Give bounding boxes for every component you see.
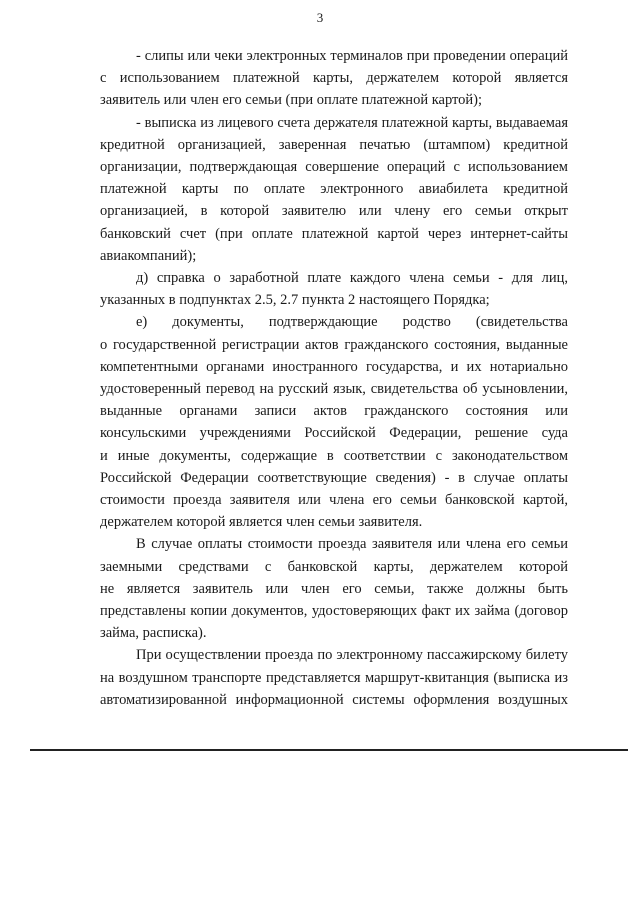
- text-line: заявитель или член его семьи (при оплате платежной картой);: [100, 92, 483, 109]
- text-line: банковский счет (при оплате платежной картой через интернет-сайты: [100, 225, 568, 242]
- text-line: представлены копии документов, удостоверяющих факт их займа (договор: [100, 603, 568, 619]
- text-line: организацией, в которой заявителю или члену его семьи открыт: [100, 203, 568, 220]
- text-line: е) документы, подтверждающие родство (свидетельства: [136, 314, 568, 331]
- text-line: и иные документы, содержащие в соответствии с законодательством: [100, 447, 568, 464]
- text-line: - слипы или чеки электронных терминалов при проведении операций: [136, 48, 568, 64]
- text-line: автоматизированной информационной системы оформления воздушных: [100, 691, 568, 708]
- text-line: выданные органами записи актов гражданского состояния или: [100, 403, 568, 420]
- text-line: заемными средствами с банковской карты, держателем которой: [100, 558, 568, 575]
- text-line: удостоверенный перевод на русский язык, свидетельства об усыновлении,: [100, 381, 568, 397]
- text-line: компетентными органами иностранного государства, и их нотариально: [100, 358, 568, 375]
- text-line: консульскими учреждениями Российской Федерации, решение суда: [100, 425, 568, 442]
- bottom-rule: [30, 749, 628, 751]
- text-line: стоимости проезда заявителя или члена его семьи банковской картой,: [100, 492, 568, 508]
- text-line: кредитной организацией, заверенная печатью (штампом) кредитной: [100, 136, 568, 153]
- text-line: займа, расписка).: [100, 625, 207, 642]
- text-line: не является заявитель или член его семьи, также должны быть: [100, 580, 568, 597]
- text-line: При осуществлении проезда по электронному пассажирскому билету: [136, 647, 568, 664]
- text-line: авиакомпаний);: [100, 247, 197, 264]
- text-line: держателем которой является член семьи заявителя.: [100, 514, 423, 531]
- text-line: - выписка из лицевого счета держателя платежной карты, выдаваемая: [136, 114, 568, 131]
- text-line: на воздушном транспорте представляется маршрут-квитанция (выписка из: [100, 669, 568, 686]
- text-line: организации, подтверждающая совершение операций с использованием: [100, 159, 568, 175]
- text-line: платежной карты по оплате электронного авиабилета кредитной: [100, 181, 568, 198]
- text-line: В случае оплаты стоимости проезда заявителя или члена его семьи: [136, 536, 568, 553]
- text-line: с использованием платежной карты, держателем которой является: [100, 70, 568, 87]
- text-line: д) справка о заработной плате каждого члена семьи - для лиц,: [136, 270, 568, 286]
- page-number: 3: [316, 10, 324, 25]
- text-line: Российской Федерации соответствующие сведения) - в случае оплаты: [100, 469, 568, 486]
- text-line: о государственной регистрации актов гражданского состояния, выданные: [100, 336, 568, 353]
- text-line: указанных в подпунктах 2.5, 2.7 пункта 2 настоящего Порядка;: [100, 292, 490, 309]
